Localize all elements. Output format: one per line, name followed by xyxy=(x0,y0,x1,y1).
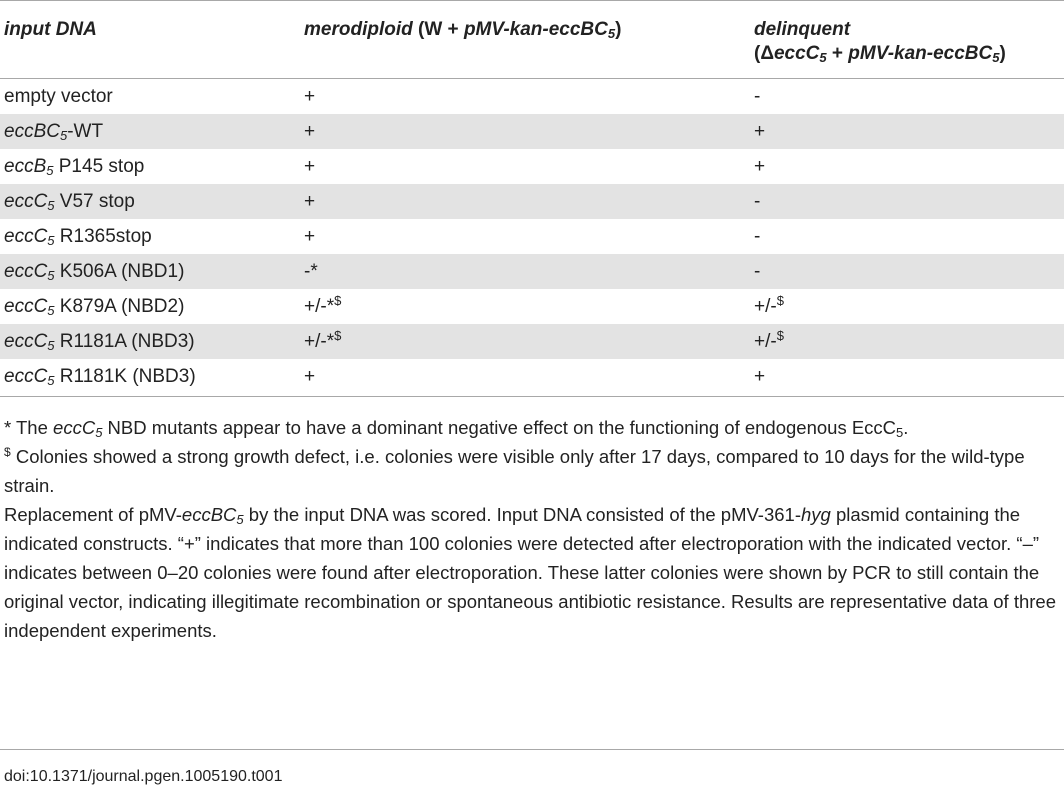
cell-input-dna: eccC$_5$ V57 stop xyxy=(4,191,135,213)
cell-input-dna: eccC$_5$ R1181A (NBD3) xyxy=(4,331,195,353)
cell-delinquent: - xyxy=(754,86,761,107)
cell-merodiploid: + xyxy=(304,121,316,142)
cell-delinquent: - xyxy=(754,191,761,212)
cell-merodiploid: + xyxy=(304,86,316,107)
footnote-asterisk: * The eccC$_5$ NBD mutants appear to have a dominant negative effect on the functioning of endogenous EccC$_5$. xyxy=(4,417,909,440)
cell-merodiploid: + xyxy=(304,226,316,247)
cell-merodiploid: + xyxy=(304,156,316,177)
table-row xyxy=(0,114,1064,149)
cell-delinquent: + xyxy=(754,156,766,177)
cell-delinquent: +/-$ xyxy=(754,293,784,317)
cell-merodiploid: +/-*$ xyxy=(304,328,342,352)
cell-delinquent: + xyxy=(754,366,766,387)
footnote-dollar: $ Colonies showed a strong growth defect, i.e. colonies were visible only after 17 days, compared to 10 days for the wild-type strain. xyxy=(4,445,1025,496)
cell-merodiploid: + xyxy=(304,366,316,387)
header-input-dna: input DNA xyxy=(4,19,97,40)
cell-delinquent: +/-$ xyxy=(754,328,784,352)
table-row xyxy=(0,219,1064,254)
table-row xyxy=(0,149,1064,184)
cell-merodiploid: -* xyxy=(304,261,318,282)
table-row xyxy=(0,289,1064,324)
cell-input-dna: eccB$_5$ P145 stop xyxy=(4,156,145,178)
cell-input-dna: eccC$_5$ K506A (NBD1) xyxy=(4,261,185,283)
doi-link[interactable]: doi:10.1371/journal.pgen.1005190.t001 xyxy=(4,768,283,785)
table-top-rule xyxy=(0,0,1064,1)
table-row xyxy=(0,324,1064,359)
header-merodiploid: merodiploid (W + pMV-kan-eccBC$_5$) xyxy=(304,19,622,41)
cell-delinquent: - xyxy=(754,261,761,282)
cell-merodiploid: + xyxy=(304,191,316,212)
cell-input-dna: eccC$_5$ R1181K (NBD3) xyxy=(4,366,196,388)
table-row xyxy=(0,359,1064,394)
footnote-description: Replacement of pMV-eccBC$_5$ by the input DNA was scored. Input DNA consisted of the pMV-361-hyg plasmid containing the indicated constructs. “+” indicates that more than 100 colonies were detected after electroporation with the indicated vector. “–” indicates between 0–20 colonies were found after electroporation. These latter colonies were shown by PCR to still contain the original vector, indicating illegitimate recombination or spontaneous antibiotic resistance. Results are representative data of three independent experiments. xyxy=(4,504,1056,641)
table-row xyxy=(0,254,1064,289)
header-delinquent: delinquent (ΔeccC$_5$ + pMV-kan-eccBC$_5$) xyxy=(754,19,1006,65)
cell-delinquent: + xyxy=(754,121,766,142)
cell-input-dna: eccC$_5$ K879A (NBD2) xyxy=(4,296,185,318)
cell-input-dna: eccBC$_5$-WT xyxy=(4,121,104,143)
cell-merodiploid: +/-*$ xyxy=(304,293,342,317)
table-footnotes xyxy=(4,413,1060,645)
table-row xyxy=(0,79,1064,114)
cell-input-dna: empty vector xyxy=(4,86,113,107)
table-row xyxy=(0,184,1064,219)
table-bottom-rule xyxy=(0,396,1064,397)
doi-rule xyxy=(0,749,1064,750)
cell-input-dna: eccC$_5$ R1365stop xyxy=(4,226,152,248)
cell-delinquent: - xyxy=(754,226,761,247)
